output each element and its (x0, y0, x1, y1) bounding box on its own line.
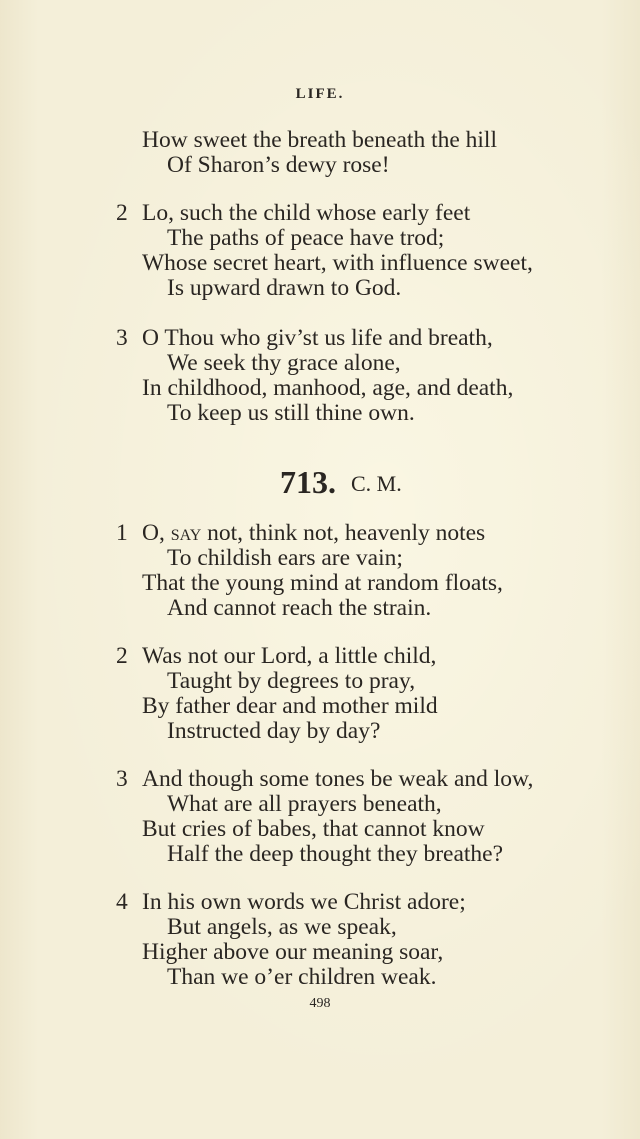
verse-number: 3 (116, 325, 128, 351)
first-word: O, (142, 520, 165, 546)
first-line-rest: not, think not, heavenly notes (201, 520, 486, 546)
verse-line: Than we o’er children weak. (167, 964, 437, 990)
verse-line: But cries of babes, that cannot know (142, 816, 485, 842)
verse-number: 3 (116, 766, 128, 792)
verse-line: Whose secret heart, with influence sweet, (142, 250, 533, 276)
running-head: LIFE. (295, 86, 345, 102)
verse-line: By father dear and mother mild (142, 693, 438, 719)
verse-line: But angels, as we speak, (167, 914, 397, 940)
verse-number: 4 (116, 889, 128, 915)
verse-line: What are all prayers beneath, (167, 791, 442, 817)
verse-line: Instructed day by day? (167, 718, 381, 744)
verse-line: Taught by degrees to pray, (167, 668, 416, 694)
verse-line: And though some tones be weak and low, (142, 766, 534, 792)
verse-line: Is upward drawn to God. (167, 275, 402, 301)
hymn-header (0, 464, 640, 504)
verse-line: The paths of peace have trod; (167, 225, 445, 251)
verse-line: To childish ears are vain; (167, 545, 403, 571)
verse-line: Higher above our meaning soar, (142, 939, 444, 965)
verse-line: Of Sharon’s dewy rose! (167, 152, 390, 178)
verse-number: 2 (116, 200, 128, 226)
small-caps-word: say (170, 520, 202, 546)
verse-line: That the young mind at random floats, (142, 570, 503, 596)
verse-line-first (142, 521, 485, 546)
verse-line: We seek thy grace alone, (167, 350, 401, 376)
page-number: 498 (309, 996, 331, 1011)
verse-line: Was not our Lord, a little child, (142, 643, 437, 669)
verse-number: 2 (116, 643, 128, 669)
verse-line: How sweet the breath beneath the hill (142, 127, 497, 153)
verse-line: O Thou who giv’st us life and breath, (142, 325, 493, 351)
verse-line: In childhood, manhood, age, and death, (142, 375, 514, 401)
verse-line: Half the deep thought they breathe? (167, 841, 504, 867)
verse-number: 1 (116, 520, 128, 546)
verse-line: To keep us still thine own. (167, 400, 415, 426)
hymn-number: 713. (280, 464, 336, 500)
verse-line: And cannot reach the strain. (167, 595, 432, 621)
verse-line: Lo, such the child whose early feet (142, 200, 471, 226)
verse-line: In his own words we Christ adore; (142, 889, 466, 915)
hymn-meter: C. M. (351, 471, 402, 496)
